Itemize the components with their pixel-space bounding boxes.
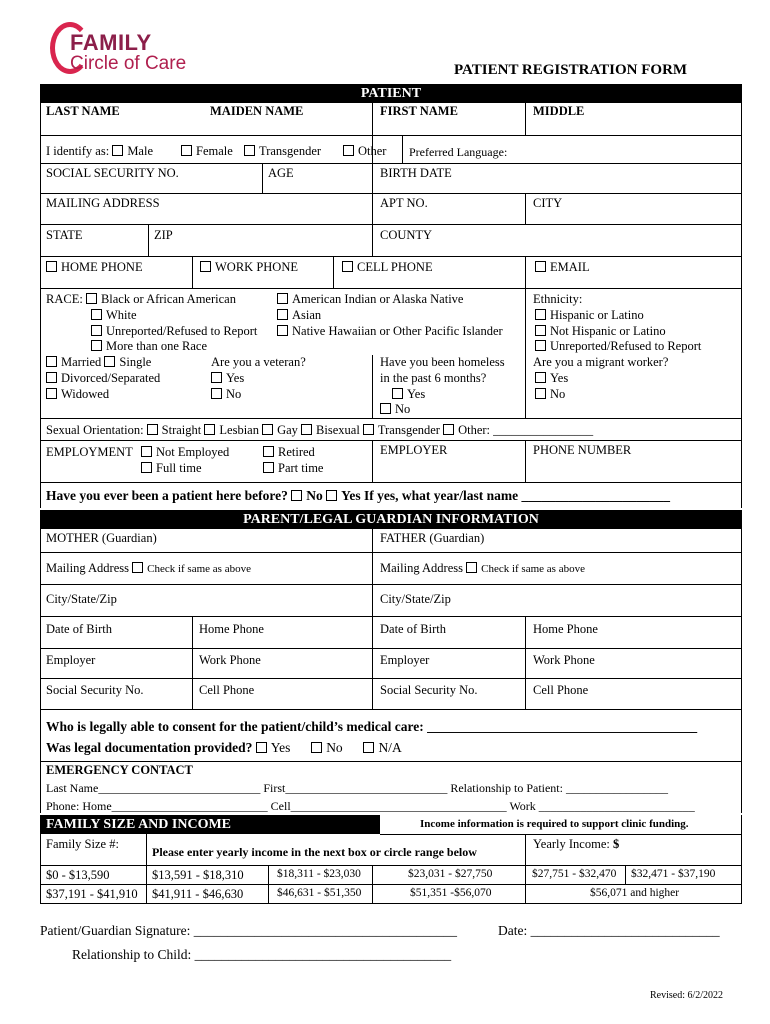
maiden-name-label: MAIDEN NAME bbox=[210, 104, 304, 118]
work-phone-label: WORK PHONE bbox=[215, 260, 298, 274]
so-other-label: Other: ________________ bbox=[458, 423, 594, 437]
doc-na-label: N/A bbox=[378, 740, 402, 755]
mother-mailing-label: Mailing Address bbox=[46, 561, 129, 575]
race-native-checkbox[interactable] bbox=[277, 293, 288, 304]
transgender-label: Transgender bbox=[259, 144, 322, 158]
birth-date-label: BIRTH DATE bbox=[380, 166, 452, 180]
consent-question: Who is legally able to consent for the patient/child’s medical care: ________________________________________ bbox=[46, 719, 698, 734]
migrant-no-checkbox[interactable] bbox=[535, 388, 546, 399]
doc-yes-label: Yes bbox=[270, 740, 291, 755]
home-phone-label: HOME PHONE bbox=[61, 260, 143, 274]
father-city-label: City/State/Zip bbox=[380, 592, 451, 606]
zip-label: ZIP bbox=[154, 228, 173, 242]
homeless-question-1: Have you been homeless bbox=[380, 355, 505, 369]
relationship-line[interactable]: Relationship to Child: ______________________________________ bbox=[72, 947, 452, 962]
dollar-sign: $ bbox=[612, 837, 620, 851]
veteran-no-checkbox[interactable] bbox=[211, 388, 222, 399]
migrant-no-label: No bbox=[550, 387, 566, 401]
single-label: Single bbox=[119, 355, 152, 369]
documentation-row bbox=[46, 740, 402, 756]
father-dob-label: Date of Birth bbox=[380, 622, 446, 636]
phone-number-label: PHONE NUMBER bbox=[533, 443, 632, 457]
retired-checkbox[interactable] bbox=[263, 446, 274, 457]
gay-label: Gay bbox=[277, 423, 298, 437]
married-checkbox[interactable] bbox=[46, 356, 57, 367]
race-black-label: Black or African American bbox=[100, 292, 236, 306]
guardian-header: PARENT/LEGAL GUARDIAN INFORMATION bbox=[40, 510, 742, 529]
bisexual-label: Bisexual bbox=[316, 423, 360, 437]
veteran-question: Are you a veteran? bbox=[211, 355, 306, 369]
race-black-checkbox[interactable] bbox=[86, 293, 97, 304]
retired-label: Retired bbox=[278, 445, 315, 459]
emergency-line-2: Phone: Home__________________________ Cell____________________________________ Work __________________________ bbox=[46, 799, 695, 813]
race-unreported-label: Unreported/Refused to Report bbox=[106, 324, 258, 338]
race-asian-label: Asian bbox=[292, 308, 322, 322]
sexual-orientation-row bbox=[46, 423, 593, 438]
race-native-label: American Indian or Alaska Native bbox=[292, 292, 464, 306]
homeless-no-label: No bbox=[395, 402, 411, 416]
mother-same-label: Check if same as above bbox=[147, 563, 251, 575]
eth-unreported-checkbox[interactable] bbox=[535, 340, 546, 351]
work-phone-checkbox[interactable] bbox=[200, 261, 211, 272]
veteran-yes-checkbox[interactable] bbox=[211, 372, 222, 383]
other-checkbox[interactable] bbox=[343, 145, 354, 156]
veteran-yes-label: Yes bbox=[226, 371, 245, 385]
revised-date: Revised: 6/2/2022 bbox=[650, 990, 724, 1001]
widowed-checkbox[interactable] bbox=[46, 388, 57, 399]
income-range-3[interactable]: $18,311 - $23,030 bbox=[277, 868, 361, 880]
identify-label: I identify as: bbox=[46, 144, 110, 158]
mailing-address-label: MAILING ADDRESS bbox=[46, 196, 160, 210]
ssn-label: SOCIAL SECURITY NO. bbox=[46, 166, 179, 180]
last-name-label: LAST NAME bbox=[46, 104, 120, 118]
other-label: Other bbox=[358, 144, 387, 158]
father-work-phone-label: Work Phone bbox=[533, 653, 595, 667]
not-employed-label: Not Employed bbox=[156, 445, 230, 459]
race-white-checkbox[interactable] bbox=[91, 309, 102, 320]
mother-same-checkbox[interactable] bbox=[132, 562, 143, 573]
full-time-checkbox[interactable] bbox=[141, 462, 152, 473]
migrant-yes-checkbox[interactable] bbox=[535, 372, 546, 383]
single-checkbox[interactable] bbox=[104, 356, 115, 367]
income-note: Income information is required to support clinic funding. bbox=[420, 818, 689, 830]
doc-no-checkbox[interactable] bbox=[311, 742, 322, 753]
race-white-label: White bbox=[106, 308, 137, 322]
ethnicity-label: Ethnicity: bbox=[533, 292, 583, 306]
state-label: STATE bbox=[46, 228, 83, 242]
part-time-label: Part time bbox=[278, 461, 324, 475]
eth-hispanic-checkbox[interactable] bbox=[535, 309, 546, 320]
apt-label: APT NO. bbox=[380, 196, 428, 210]
patient-before-yes-checkbox[interactable] bbox=[326, 490, 337, 501]
documentation-question: Was legal documentation provided? bbox=[46, 740, 253, 755]
family-size-header: FAMILY SIZE AND INCOME bbox=[40, 815, 380, 834]
patient-before-no-checkbox[interactable] bbox=[291, 490, 302, 501]
income-range-11[interactable]: $56,071 and higher bbox=[590, 887, 680, 899]
father-employer-label: Employer bbox=[380, 653, 430, 667]
logo-circle-text: Circle of Care bbox=[70, 53, 187, 74]
female-checkbox[interactable] bbox=[181, 145, 192, 156]
mother-home-phone-label: Home Phone bbox=[199, 622, 264, 636]
race-multi-checkbox[interactable] bbox=[91, 340, 102, 351]
transgender-checkbox[interactable] bbox=[244, 145, 255, 156]
yearly-income-row bbox=[533, 837, 619, 852]
race-hawaiian-checkbox[interactable] bbox=[277, 325, 288, 336]
home-phone-checkbox[interactable] bbox=[46, 261, 57, 272]
so-transgender-label: Transgender bbox=[377, 423, 440, 437]
income-range-5[interactable]: $27,751 - $32,470 bbox=[532, 868, 617, 880]
county-label: COUNTY bbox=[380, 228, 433, 242]
bisexual-checkbox[interactable] bbox=[301, 424, 312, 435]
yearly-income-label: Yearly Income: bbox=[533, 837, 610, 851]
sexual-orientation-label: Sexual Orientation: bbox=[46, 423, 144, 437]
patient-before-yes-label: Yes If yes, what year/last name ______________________ bbox=[341, 488, 670, 503]
eth-unreported-label: Unreported/Refused to Report bbox=[550, 339, 702, 353]
logo-family-text: FAMILY bbox=[70, 30, 152, 55]
mother-dob-label: Date of Birth bbox=[46, 622, 112, 636]
doc-yes-checkbox[interactable] bbox=[256, 742, 267, 753]
race-hawaiian-label: Native Hawaiian or Other Pacific Islander bbox=[292, 324, 503, 338]
homeless-yes-label: Yes bbox=[407, 387, 426, 401]
father-home-phone-label: Home Phone bbox=[533, 622, 598, 636]
family-size-label: Family Size #: bbox=[46, 837, 119, 851]
first-name-label: FIRST NAME bbox=[380, 104, 458, 118]
mother-work-phone-label: Work Phone bbox=[199, 653, 261, 667]
identify-row bbox=[46, 144, 153, 159]
father-label: FATHER (Guardian) bbox=[380, 531, 485, 545]
homeless-no-checkbox[interactable] bbox=[380, 403, 391, 414]
straight-label: Straight bbox=[161, 423, 202, 437]
lesbian-label: Lesbian bbox=[219, 423, 259, 437]
race-multi-label: More than one Race bbox=[106, 339, 208, 353]
income-range-10[interactable]: $51,351 -$56,070 bbox=[410, 887, 492, 899]
migrant-yes-label: Yes bbox=[550, 371, 569, 385]
full-time-label: Full time bbox=[156, 461, 202, 475]
straight-checkbox[interactable] bbox=[147, 424, 158, 435]
patient-before-question: Have you ever been a patient here before? bbox=[46, 488, 288, 503]
gay-checkbox[interactable] bbox=[262, 424, 273, 435]
income-range-8[interactable]: $41,911 - $46,630 bbox=[152, 887, 244, 901]
mother-city-label: City/State/Zip bbox=[46, 592, 117, 606]
emergency-line-1: Last Name___________________________ First___________________________ Relationship to Patient: _________________ bbox=[46, 781, 668, 795]
divorced-label: Divorced/Separated bbox=[61, 371, 161, 385]
emergency-contact-header: EMERGENCY CONTACT bbox=[46, 763, 193, 777]
father-ssn-label: Social Security No. bbox=[380, 683, 478, 697]
veteran-no-label: No bbox=[226, 387, 242, 401]
father-same-label: Check if same as above bbox=[481, 563, 585, 575]
mother-cell-phone-label: Cell Phone bbox=[199, 683, 255, 697]
mother-ssn-label: Social Security No. bbox=[46, 683, 144, 697]
doc-na-checkbox[interactable] bbox=[363, 742, 374, 753]
homeless-yes-checkbox[interactable] bbox=[392, 388, 403, 399]
income-range-7[interactable]: $37,191 - $41,910 bbox=[46, 887, 138, 901]
income-range-1[interactable]: $0 - $13,590 bbox=[46, 868, 110, 882]
male-label: Male bbox=[127, 144, 153, 158]
middle-label: MIDDLE bbox=[533, 104, 585, 118]
father-cell-phone-label: Cell Phone bbox=[533, 683, 589, 697]
widowed-label: Widowed bbox=[61, 387, 110, 401]
income-range-2[interactable]: $13,591 - $18,310 bbox=[152, 868, 244, 882]
form-title: PATIENT REGISTRATION FORM bbox=[454, 62, 688, 78]
divorced-checkbox[interactable] bbox=[46, 372, 57, 383]
email-checkbox[interactable] bbox=[535, 261, 546, 272]
female-label: Female bbox=[196, 144, 233, 158]
part-time-checkbox[interactable] bbox=[263, 462, 274, 473]
not-employed-checkbox[interactable] bbox=[141, 446, 152, 457]
eth-not-checkbox[interactable] bbox=[535, 325, 546, 336]
cell-phone-label: CELL PHONE bbox=[357, 260, 433, 274]
migrant-question: Are you a migrant worker? bbox=[533, 355, 669, 369]
so-transgender-checkbox[interactable] bbox=[363, 424, 374, 435]
employer-label: EMPLOYER bbox=[380, 443, 448, 457]
father-same-checkbox[interactable] bbox=[466, 562, 477, 573]
age-label: AGE bbox=[268, 166, 294, 180]
race-label: RACE: bbox=[46, 292, 83, 306]
income-range-6[interactable]: $32,471 - $37,190 bbox=[631, 868, 716, 880]
eth-not-label: Not Hispanic or Latino bbox=[550, 324, 666, 338]
race-asian-checkbox[interactable] bbox=[277, 309, 288, 320]
patient-before-no-label: No bbox=[306, 488, 323, 503]
income-range-9[interactable]: $46,631 - $51,350 bbox=[277, 887, 362, 899]
mother-label: MOTHER (Guardian) bbox=[46, 531, 157, 545]
father-mailing-label: Mailing Address bbox=[380, 561, 463, 575]
male-checkbox[interactable] bbox=[112, 145, 123, 156]
race-unreported-checkbox[interactable] bbox=[91, 325, 102, 336]
so-other-checkbox[interactable] bbox=[443, 424, 454, 435]
signature-line[interactable]: Patient/Guardian Signature: _______________________________________ bbox=[40, 923, 457, 938]
preferred-language-label: Preferred Language: bbox=[409, 145, 508, 159]
email-label: EMAIL bbox=[550, 260, 590, 274]
family-circle-logo bbox=[50, 20, 220, 80]
enter-income-label: Please enter yearly income in the next box or circle range below bbox=[152, 845, 477, 859]
date-line[interactable]: Date: ____________________________ bbox=[498, 923, 720, 938]
patient-header: PATIENT bbox=[40, 84, 742, 103]
married-label: Married bbox=[61, 355, 102, 369]
employment-label: EMPLOYMENT bbox=[46, 445, 133, 459]
cell-phone-checkbox[interactable] bbox=[342, 261, 353, 272]
mother-employer-label: Employer bbox=[46, 653, 96, 667]
city-label: CITY bbox=[533, 196, 563, 210]
income-range-4[interactable]: $23,031 - $27,750 bbox=[408, 868, 493, 880]
homeless-question-2: in the past 6 months? bbox=[380, 371, 487, 385]
patient-before-row bbox=[46, 488, 670, 504]
doc-no-label: No bbox=[326, 740, 343, 755]
eth-hispanic-label: Hispanic or Latino bbox=[550, 308, 644, 322]
lesbian-checkbox[interactable] bbox=[204, 424, 215, 435]
